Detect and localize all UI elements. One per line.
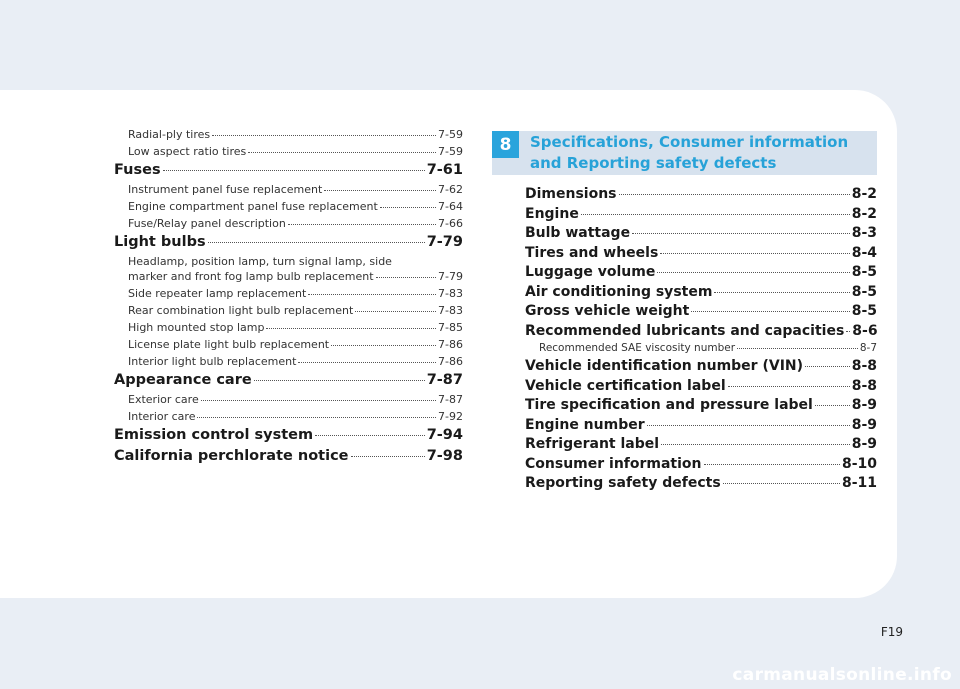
toc-entry-label: Vehicle identification number (VIN) (525, 358, 804, 374)
toc-entry[interactable] (525, 225, 877, 245)
toc-entry[interactable] (525, 475, 877, 495)
toc-entry-page: 8-11 (841, 475, 877, 491)
toc-entry-label: Low aspect ratio tires (128, 145, 247, 158)
dot-leader (351, 456, 425, 457)
toc-entry-page: 8-2 (851, 205, 877, 222)
toc-entry[interactable] (114, 234, 463, 255)
toc-entry[interactable] (525, 358, 877, 378)
dot-leader (691, 311, 849, 312)
dot-leader (619, 194, 850, 195)
toc-entry-page: 7-79 (426, 234, 463, 250)
toc-entry-label: Engine number (525, 416, 645, 433)
toc-subentry[interactable] (114, 217, 463, 234)
dot-leader (704, 464, 840, 465)
toc-subentry[interactable] (114, 410, 463, 427)
toc-entry-page: 7-94 (426, 427, 463, 443)
toc-entry-page: 7-87 (438, 393, 463, 406)
toc-entry-page: 7-61 (426, 162, 463, 178)
toc-entry-page: 8-6 (852, 322, 878, 339)
dot-leader (197, 417, 436, 418)
toc-entry[interactable] (525, 456, 877, 476)
dot-leader (298, 362, 436, 363)
dot-leader (208, 242, 425, 243)
dot-leader (380, 207, 436, 208)
dot-leader (201, 400, 436, 401)
toc-entry-label: Engine (525, 205, 579, 222)
section-title: Specifications, Consumer information and Reporting safety defects (530, 133, 849, 172)
toc-subentry[interactable] (525, 342, 877, 358)
dot-leader (805, 366, 850, 367)
toc-entry-label: Headlamp, position lamp, turn signal lamp, side (128, 255, 392, 268)
toc-entry-label: Fuses (114, 162, 161, 178)
toc-entry[interactable] (114, 162, 463, 183)
toc-entry-label: Emission control system (114, 427, 314, 443)
toc-entry-page: 8-9 (851, 397, 877, 413)
toc-entry-page: 8-10 (841, 455, 877, 472)
toc-entry[interactable] (525, 323, 877, 343)
toc-entry-label: Interior light bulb replacement (128, 355, 297, 368)
toc-entry-label: Vehicle certification label (525, 377, 726, 394)
dot-leader (331, 345, 436, 346)
toc-entry-page: 8-8 (851, 358, 877, 374)
toc-entry-page: 7-59 (438, 145, 463, 158)
toc-entry-label: Appearance care (114, 372, 252, 388)
dot-leader (315, 435, 425, 436)
dot-leader (266, 328, 436, 329)
toc-entry-label: Radial-ply tires (128, 128, 211, 141)
toc-left-column (114, 128, 463, 469)
watermark: carmanualsonline.info (732, 665, 952, 685)
toc-entry-page: 7-83 (438, 287, 463, 300)
dot-leader (737, 348, 858, 349)
dot-leader (254, 380, 425, 381)
toc-entry[interactable] (525, 417, 877, 437)
toc-subentry[interactable] (114, 255, 463, 270)
toc-entry-page: 7-83 (438, 304, 463, 317)
toc-entry-page: 7-79 (438, 270, 463, 283)
toc-entry-label: Refrigerant label (525, 436, 660, 452)
toc-entry-page: 8-9 (851, 436, 877, 452)
toc-entry-page: 8-9 (851, 416, 877, 433)
toc-entry[interactable] (525, 284, 877, 304)
toc-entry-page: 8-7 (859, 342, 877, 354)
section-number-badge: 8 (492, 131, 519, 158)
toc-entry-label: Interior care (128, 410, 196, 423)
toc-subentry[interactable] (114, 355, 463, 372)
toc-subentry[interactable] (114, 287, 463, 304)
toc-entry[interactable] (525, 206, 877, 226)
toc-entry-page: 8-5 (851, 303, 877, 319)
toc-entry-label: Fuse/Relay panel description (128, 217, 286, 230)
toc-entry-label: Consumer information (525, 455, 702, 472)
toc-entry[interactable] (525, 397, 877, 417)
section-header[interactable] (492, 131, 877, 175)
dot-leader (163, 170, 425, 171)
toc-entry-label: Recommended lubricants and capacities (525, 322, 845, 339)
toc-subentry[interactable] (114, 338, 463, 355)
toc-entry-page: 8-8 (851, 377, 877, 394)
toc-entry[interactable] (525, 378, 877, 398)
toc-entry-label: Engine compartment panel fuse replacement (128, 200, 378, 213)
toc-entry-label: Exterior care (128, 393, 199, 406)
toc-entry-label: California perchlorate notice (114, 448, 349, 464)
toc-subentry[interactable] (114, 321, 463, 338)
toc-subentry[interactable] (114, 145, 463, 162)
dot-leader (308, 294, 436, 295)
dot-leader (248, 152, 436, 153)
toc-subentry[interactable] (114, 128, 463, 145)
toc-entry-page: 7-86 (438, 355, 463, 368)
toc-entry-label: License plate light bulb replacement (128, 338, 330, 351)
toc-entry-label: Luggage volume (525, 264, 656, 280)
dot-leader (714, 292, 849, 293)
toc-entry-label: Tires and wheels (525, 244, 659, 261)
dot-leader (288, 224, 436, 225)
toc-entry-label: Reporting safety defects (525, 475, 721, 491)
toc-entry-page: 7-86 (438, 338, 463, 351)
toc-entry-label: Light bulbs (114, 234, 206, 250)
toc-entry[interactable] (525, 264, 877, 284)
toc-entry-page: 7-66 (438, 217, 463, 230)
dot-leader (846, 331, 850, 332)
toc-entry[interactable] (525, 436, 877, 456)
toc-entry-label: Bulb wattage (525, 225, 631, 241)
toc-entry[interactable] (525, 303, 877, 323)
toc-entry-page: 7-62 (438, 183, 463, 196)
toc-entry-label: Air conditioning system (525, 283, 713, 300)
dot-leader (581, 214, 850, 215)
toc-entry[interactable] (114, 448, 463, 469)
toc-subentry[interactable] (114, 304, 463, 321)
toc-entry[interactable] (525, 245, 877, 265)
dot-leader (376, 277, 436, 278)
toc-entry-page: 7-64 (438, 200, 463, 213)
toc-entry[interactable] (114, 372, 463, 393)
dot-leader (728, 386, 850, 387)
toc-entry-label: Gross vehicle weight (525, 303, 690, 319)
toc-subentry[interactable] (114, 200, 463, 217)
dot-leader (324, 190, 436, 191)
toc-entry-page: 7-85 (438, 321, 463, 334)
page-number: F19 (880, 625, 903, 639)
toc-entry-page: 8-3 (851, 225, 877, 241)
toc-entry-page: 7-59 (438, 128, 463, 141)
toc-entry-label: Recommended SAE viscosity number (539, 342, 736, 354)
toc-entry-label: Dimensions (525, 186, 617, 202)
toc-entry-label: Rear combination light bulb replacement (128, 304, 354, 317)
toc-entry-page: 8-4 (851, 244, 877, 261)
toc-subentry[interactable] (114, 393, 463, 410)
toc-entry-label: High mounted stop lamp (128, 321, 265, 334)
dot-leader (355, 311, 436, 312)
dot-leader (647, 425, 850, 426)
toc-entry-label: marker and front fog lamp bulb replacement (128, 270, 374, 283)
toc-entry-label: Side repeater lamp replacement (128, 287, 307, 300)
toc-entry-page: 8-2 (851, 186, 877, 202)
toc-entry[interactable] (114, 427, 463, 448)
toc-entry-page: 7-98 (426, 448, 463, 464)
dot-leader (660, 253, 849, 254)
toc-right-column (525, 186, 877, 495)
toc-entry-page: 7-87 (426, 372, 463, 388)
toc-subentry[interactable] (114, 183, 463, 200)
toc-subentry[interactable] (114, 270, 463, 287)
dot-leader (632, 233, 850, 234)
dot-leader (661, 444, 850, 445)
dot-leader (723, 483, 840, 484)
dot-leader (657, 272, 849, 273)
dot-leader (815, 405, 850, 406)
toc-entry-page: 8-5 (851, 264, 877, 280)
toc-entry[interactable] (525, 186, 877, 206)
dot-leader (212, 135, 436, 136)
toc-entry-label: Tire specification and pressure label (525, 397, 813, 413)
toc-entry-label: Instrument panel fuse replacement (128, 183, 323, 196)
toc-entry-page: 8-5 (851, 283, 877, 300)
toc-entry-page: 7-92 (438, 410, 463, 423)
